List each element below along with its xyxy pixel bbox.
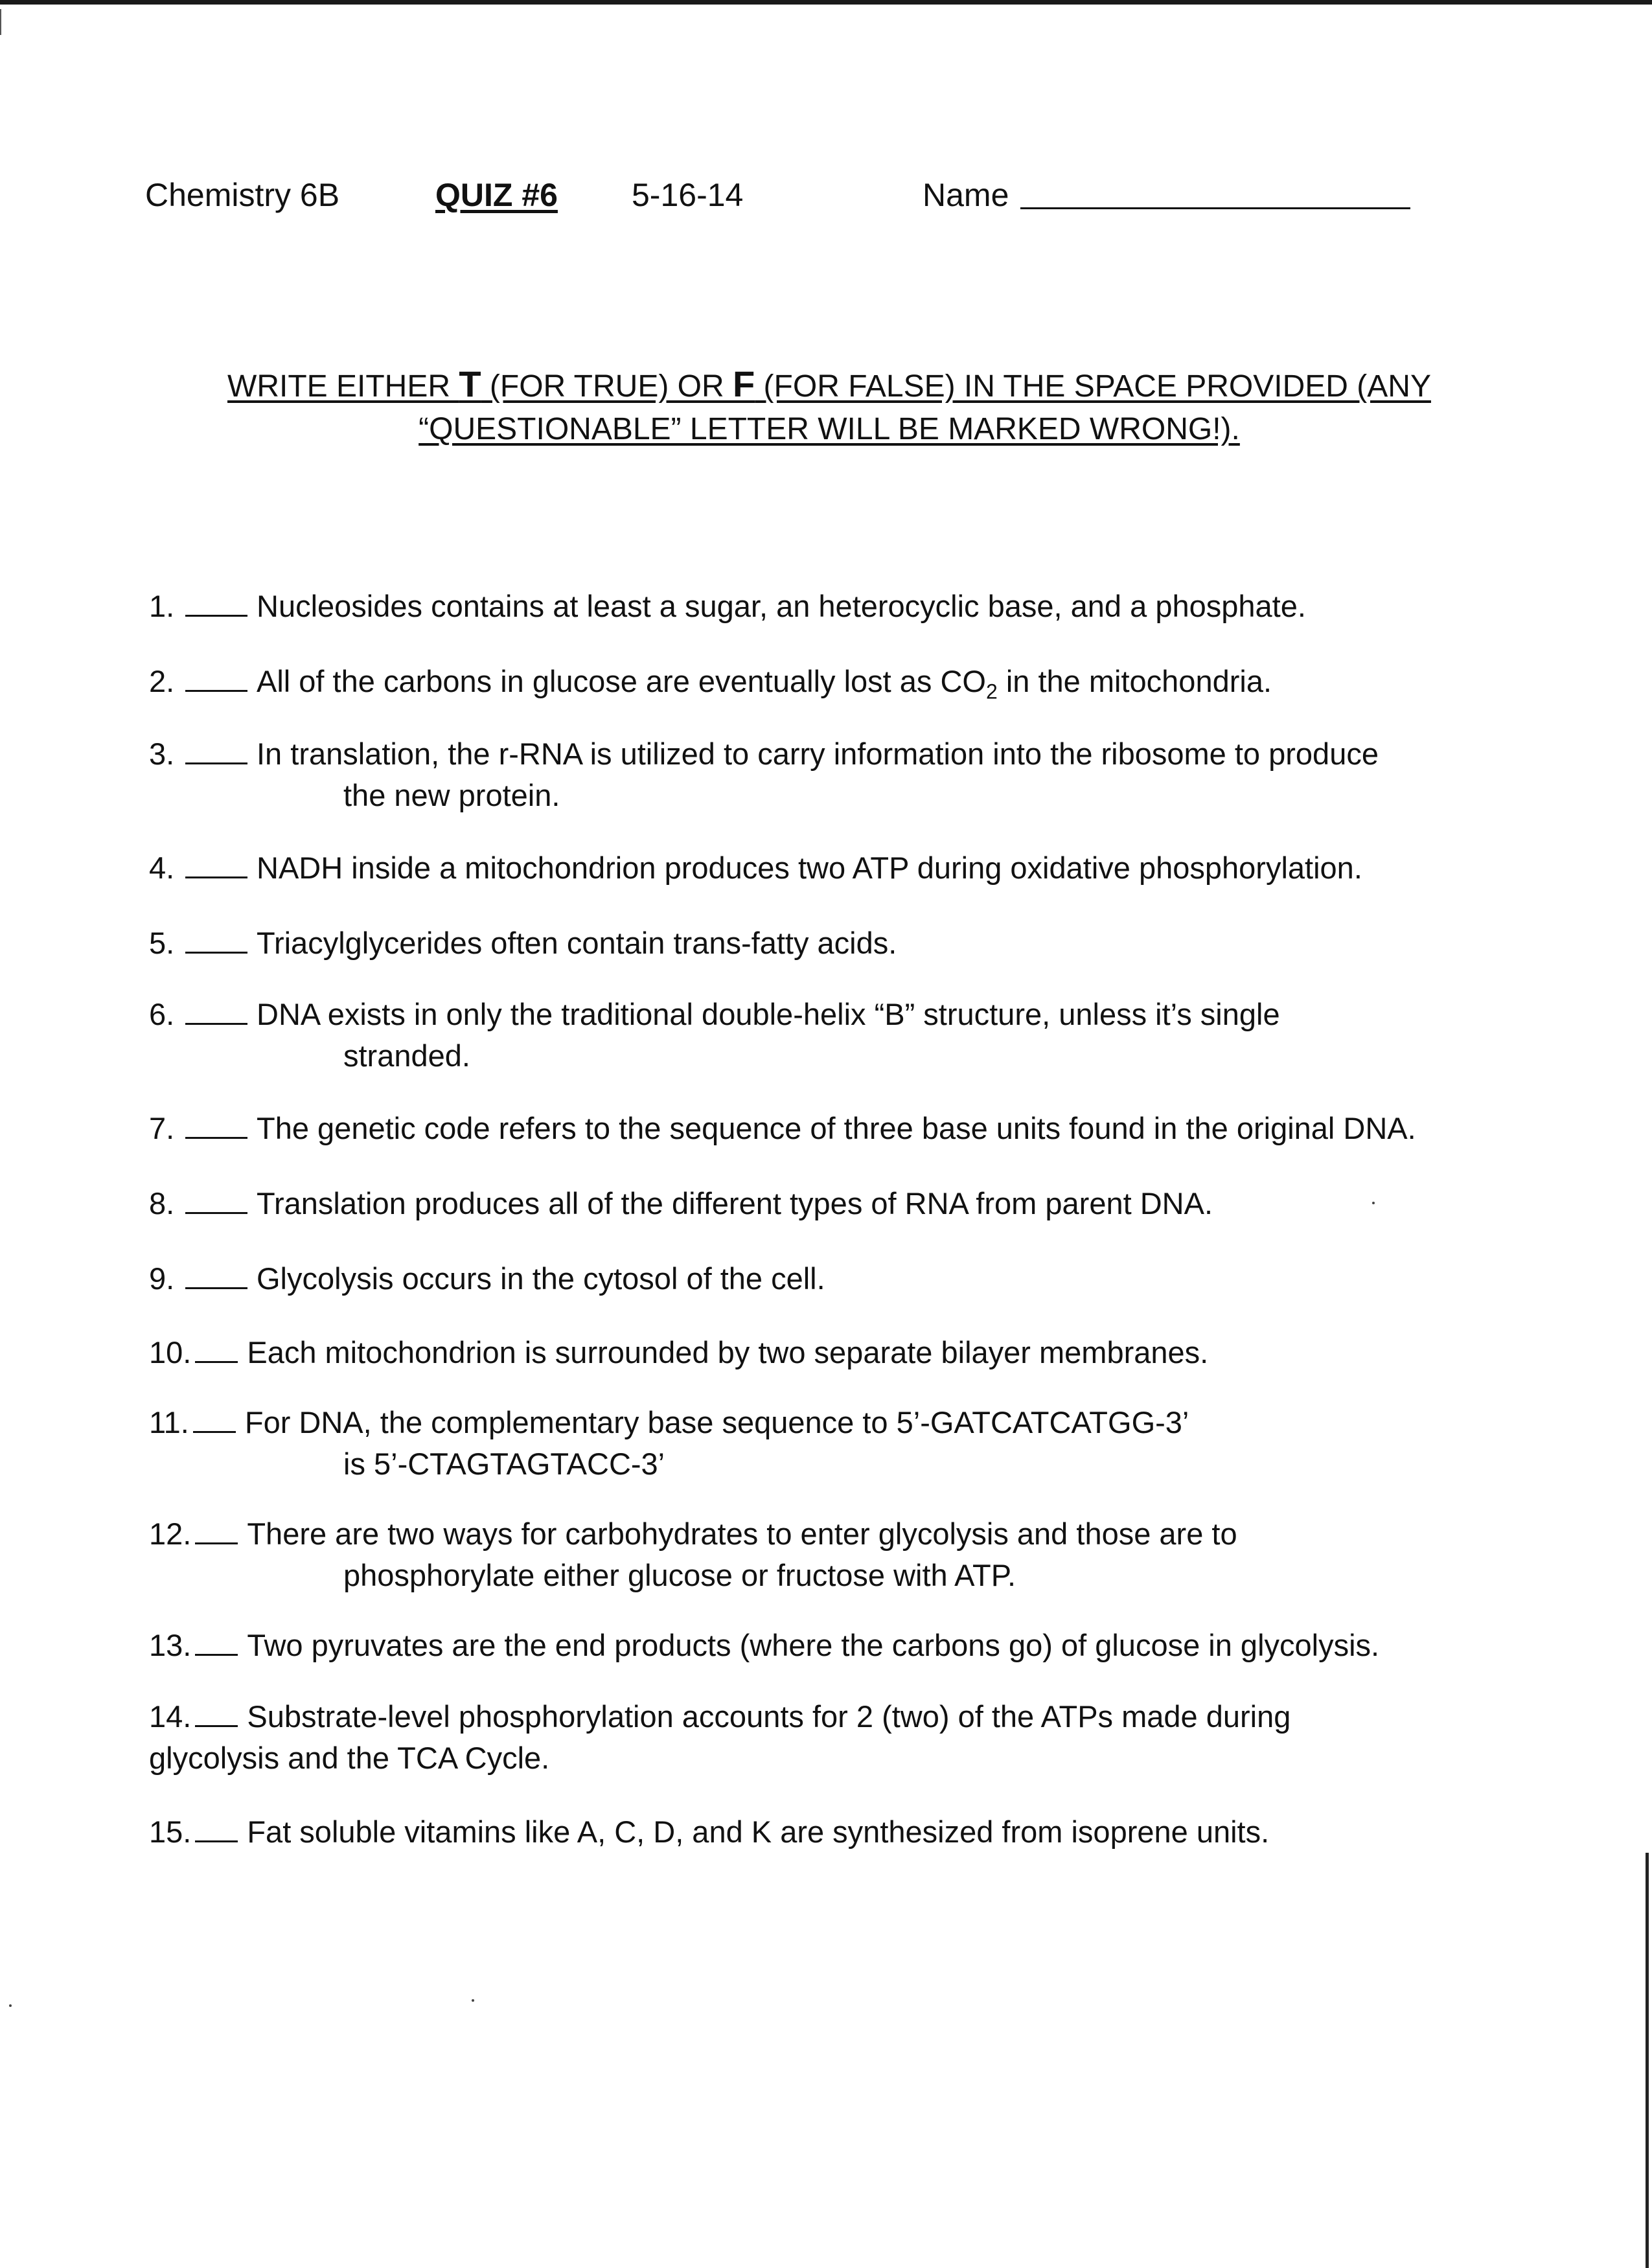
answer-blank[interactable] (185, 737, 247, 764)
question-12: 12. There are two ways for carbohydrates to enter glycolysis and those are to phosphorylate either glucose or fructose with ATP. (149, 1517, 1237, 1592)
true-letter: T (459, 363, 481, 404)
question-13: 13. Two pyruvates are the end products (where the carbons go) of glucose in glycolysis. (149, 1628, 1380, 1662)
answer-blank[interactable] (185, 1186, 247, 1214)
instructions-line-2: “QUESTIONABLE” LETTER WILL BE MARKED WRONG!). (419, 412, 1240, 446)
question-10: 10. Each mitochondrion is surrounded by two separate bilayer membranes. (149, 1335, 1209, 1369)
question-11: 11. For DNA, the complementary base sequence to 5’-GATCATCATGG-3’ is 5’-CTAGTAGTACC-3’ (149, 1405, 1189, 1481)
question-6: 6. DNA exists in only the traditional double-helix “B” structure, unless it’s single stranded. (149, 997, 1280, 1073)
answer-blank[interactable] (185, 1261, 247, 1289)
name-label: Name (923, 177, 1009, 213)
question-5: 5. Triacylglycerides often contain trans-fatty acids. (149, 926, 897, 960)
question-3: 3. In translation, the r-RNA is utilized to carry information into the ribosome to produce the new protein. (149, 737, 1379, 812)
question-8: 8. Translation produces all of the different types of RNA from parent DNA. (149, 1186, 1213, 1220)
question-4: 4. NADH inside a mitochondrion produces two ATP during oxidative phosphorylation. (149, 851, 1362, 885)
quiz-title: QUIZ #6 (435, 177, 558, 213)
question-14: 14. Substrate-level phosphorylation accounts for 2 (two) of the ATPs made during glycolysis and the TCA Cycle. (149, 1699, 1291, 1775)
answer-blank[interactable] (185, 851, 247, 878)
answer-blank[interactable] (195, 1815, 238, 1842)
false-letter: F (733, 363, 755, 404)
question-2: 2. All of the carbons in glucose are eventually lost as $CO_2$ in the mitochondria. (149, 664, 1272, 704)
answer-blank[interactable] (185, 997, 247, 1025)
scan-speck (9, 2004, 12, 2007)
answer-blank[interactable] (195, 1699, 238, 1727)
course-title: Chemistry 6B (145, 177, 340, 213)
answer-blank[interactable] (185, 1111, 247, 1139)
scan-speck (472, 1999, 474, 2002)
instructions-line-1: WRITE EITHER T (FOR TRUE) OR F (FOR FALSE) IN THE SPACE PROVIDED (ANY (227, 363, 1431, 404)
quiz-date: 5-16-14 (632, 177, 744, 213)
instructions (143, 363, 1516, 451)
answer-blank[interactable] (195, 1335, 238, 1363)
scan-edge-top (0, 0, 1652, 5)
question-9: 9. Glycolysis occurs in the cytosol of the cell. (149, 1261, 825, 1296)
question-1: 1. Nucleosides contains at least a sugar, an heterocyclic base, and a phosphate. (149, 589, 1306, 623)
answer-blank[interactable] (185, 664, 247, 692)
scan-edge-right (1646, 1853, 1649, 2268)
scan-speck (1372, 1202, 1375, 1204)
answer-blank[interactable] (193, 1405, 236, 1433)
question-15: 15. Fat soluble vitamins like A, C, D, and K are synthesized from isoprene units. (149, 1815, 1270, 1849)
question-7: 7. The genetic code refers to the sequence of three base units found in the original DNA. (149, 1111, 1416, 1145)
answer-blank[interactable] (185, 926, 247, 954)
answer-blank[interactable] (185, 589, 247, 617)
answer-blank[interactable] (195, 1517, 238, 1544)
quiz-header (0, 176, 1652, 228)
answer-blank[interactable] (195, 1628, 238, 1656)
name-field-line[interactable] (1020, 207, 1410, 209)
scan-edge-left (0, 9, 1, 35)
